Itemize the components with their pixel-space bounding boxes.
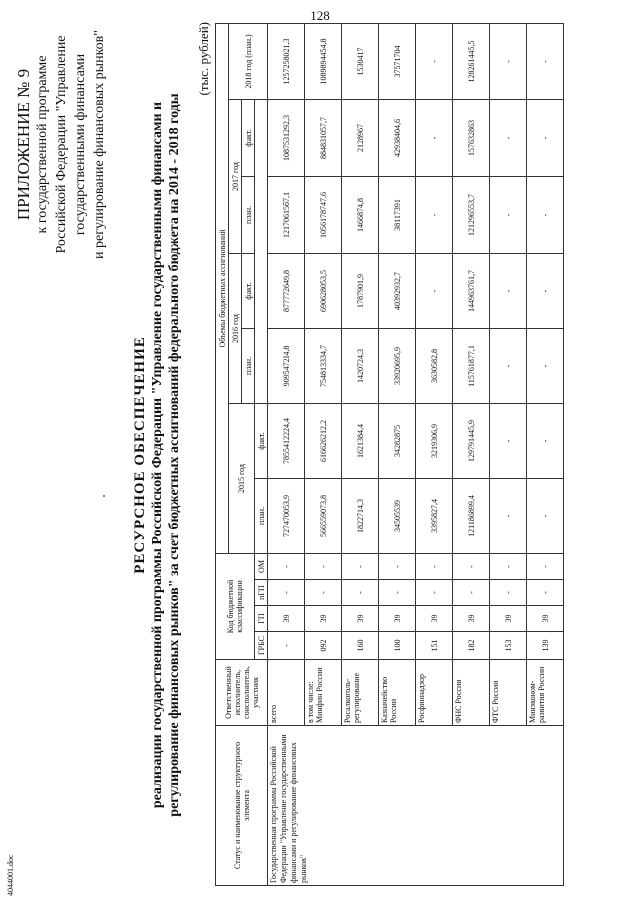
value-cell: 1466874,8 (342, 176, 379, 253)
code-cell: - (268, 632, 305, 660)
header-2017: 2017 год (229, 99, 242, 253)
executor-cell: ФТС России (490, 660, 527, 726)
value-cell: 1089894454,8 (305, 23, 342, 99)
code-cell: - (527, 580, 564, 606)
value-cell: 157632863 (453, 99, 490, 176)
value-cell: 34282875 (379, 403, 416, 478)
page-number: 128 (310, 8, 330, 23)
code-cell: 39 (379, 606, 416, 632)
header-plan: план. (242, 176, 255, 253)
value-cell: 1420724,3 (342, 328, 379, 403)
value-cell: 1056178747,6 (305, 176, 342, 253)
value-cell: - (527, 176, 564, 253)
value-cell: 3630582,8 (416, 328, 453, 403)
header-code: ГП (255, 606, 268, 632)
value-cell: 1087531292,3 (268, 99, 305, 176)
code-cell: - (453, 580, 490, 606)
code-cell: 151 (416, 632, 453, 660)
code-cell: - (305, 553, 342, 579)
value-cell: 1621384,4 (342, 403, 379, 478)
header-code: пГП (255, 580, 268, 606)
value-cell: 1822714,3 (342, 478, 379, 553)
appendix-line: к государственной программе (35, 55, 50, 234)
code-cell: - (268, 553, 305, 579)
value-cell: 144963761,7 (453, 253, 490, 328)
code-cell: - (268, 580, 305, 606)
header-plan: план. (255, 478, 268, 553)
executor-cell: Казначейство России (379, 660, 416, 726)
value-cell: 115761877,1 (453, 328, 490, 403)
code-cell: - (342, 553, 379, 579)
value-cell: 616626212,2 (305, 403, 342, 478)
code-cell: - (490, 553, 527, 579)
header-status: Статус и наименование структурного элемента (216, 726, 268, 886)
code-cell: - (379, 580, 416, 606)
value-cell: 3219306,9 (416, 403, 453, 478)
units-label: (тыс. рублей) (196, 22, 211, 96)
value-cell: 754813334,7 (305, 328, 342, 403)
code-cell: 39 (268, 606, 305, 632)
code-cell: 39 (527, 606, 564, 632)
value-cell: - (490, 478, 527, 553)
code-cell: - (453, 553, 490, 579)
value-cell: - (490, 176, 527, 253)
code-cell: 39 (342, 606, 379, 632)
value-cell: 121186899,4 (453, 478, 490, 553)
code-cell: - (416, 553, 453, 579)
value-cell: 37571704 (379, 23, 416, 99)
value-cell: - (527, 23, 564, 99)
header-fact: факт. (255, 403, 268, 478)
document-title (132, 16, 183, 894)
value-cell: - (527, 403, 564, 478)
header-code-group: Код бюджетной классификации (216, 553, 255, 659)
rotated-document (10, 16, 622, 894)
header-fact: факт. (242, 99, 255, 176)
executor-cell: Росалкоголь-регулирование (342, 660, 379, 726)
value-cell: 129791445,9 (453, 403, 490, 478)
code-cell: 39 (453, 606, 490, 632)
value-cell: 33920695,9 (379, 328, 416, 403)
executor-cell: Росфиннадзор (416, 660, 453, 726)
code-cell: - (490, 580, 527, 606)
appendix-line: и регулирование финансовых рынков" (92, 30, 107, 259)
value-cell: - (490, 23, 527, 99)
header-2018: 2018 год (план.) (229, 23, 268, 99)
code-cell: 39 (305, 606, 342, 632)
value-cell: - (416, 253, 453, 328)
resource-table (215, 23, 564, 886)
value-cell: - (490, 99, 527, 176)
header-2016: 2016 год (229, 253, 242, 403)
code-cell: 139 (527, 632, 564, 660)
code-cell: - (416, 580, 453, 606)
value-cell: - (416, 23, 453, 99)
program-name: Государственная программа Российской Федерации "Управление государственными финансами и регулирование финансовых рынков" (268, 726, 564, 886)
title-line: реализации государственной программы Российской Федерации "Управление государственными финансами и (150, 101, 165, 809)
value-cell: 690628053,5 (305, 253, 342, 328)
title-main: РЕСУРСНОЕ ОБЕСПЕЧЕНИЕ (132, 336, 148, 574)
value-cell: 121296553,7 (453, 176, 490, 253)
value-cell: - (416, 176, 453, 253)
value-cell: 12170615б7,1 (268, 176, 305, 253)
appendix-line: государственными финансами (73, 53, 88, 236)
executor-cell: ФНС России (453, 660, 490, 726)
value-cell: - (527, 253, 564, 328)
value-cell: - (527, 328, 564, 403)
value-cell: 40392932,7 (379, 253, 416, 328)
appendix-header (14, 30, 109, 259)
value-cell: 42938404,6 (379, 99, 416, 176)
code-cell: 153 (490, 632, 527, 660)
value-cell: 1257258021,3 (268, 23, 305, 99)
value-cell: 3395827,4 (416, 478, 453, 553)
header-plan: план. (242, 328, 255, 403)
code-cell: - (379, 553, 416, 579)
value-cell: 566559073,8 (305, 478, 342, 553)
value-cell: - (527, 99, 564, 176)
value-cell: - (490, 328, 527, 403)
executor-cell: в том числе: Минфин России (305, 660, 342, 726)
appendix-number: ПРИЛОЖЕНИЕ № 9 (14, 68, 33, 221)
header-code: ГРБС (255, 632, 268, 660)
code-cell: 100 (379, 632, 416, 660)
header-code: ОМ (255, 553, 268, 579)
code-cell: - (527, 553, 564, 579)
value-cell: 1787901,9 (342, 253, 379, 328)
header-volumes: Объемы бюджетных ассигнований (216, 23, 229, 553)
executor-cell: всего (268, 660, 305, 726)
title-line: регулирование финансовых рынков" за счет бюджетных ассигнований федерального бюджета на 2014 - 2018 годы (167, 93, 182, 817)
value-cell: - (416, 99, 453, 176)
code-cell: 160 (342, 632, 379, 660)
value-cell: 34505539 (379, 478, 416, 553)
table-row (268, 23, 305, 885)
appendix-line: Российской Федерации "Управление (54, 35, 69, 254)
code-cell: - (305, 580, 342, 606)
value-cell: 2128967 (342, 99, 379, 176)
value-cell: - (527, 478, 564, 553)
footer-code: 4044001.doc (6, 854, 15, 896)
executor-cell: Минэконом-развития России (527, 660, 564, 726)
value-cell: 1530417 (342, 23, 379, 99)
code-cell: 39 (490, 606, 527, 632)
value-cell: 884831057,7 (305, 99, 342, 176)
value-cell: 72747005З,9 (268, 478, 305, 553)
code-cell: 39 (416, 606, 453, 632)
value-cell: - (490, 403, 527, 478)
value-cell: 38117391 (379, 176, 416, 253)
value-cell: 128261445,5 (453, 23, 490, 99)
code-cell: 092 (305, 632, 342, 660)
header-fact: факт. (242, 253, 255, 328)
value-cell: 9095472I4,8 (268, 328, 305, 403)
value-cell: 877772649,8 (268, 253, 305, 328)
header-spacer (255, 99, 268, 403)
header-2015: 2015 год (229, 403, 255, 553)
value-cell: - (490, 253, 527, 328)
header-executor: Ответственный исполнитель, соисполнитель, участник (216, 660, 268, 726)
value-cell: 7855412224,4 (268, 403, 305, 478)
code-cell: 182 (453, 632, 490, 660)
code-cell: - (342, 580, 379, 606)
